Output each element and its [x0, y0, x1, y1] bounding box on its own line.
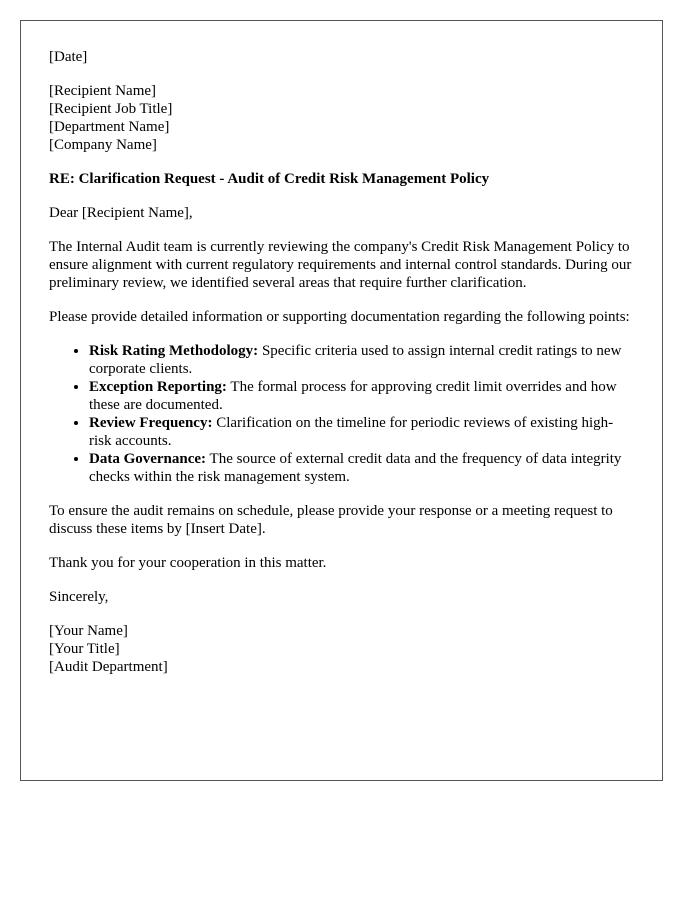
point-text: The formal process for approving credit limit overrides and how these are documented. [89, 379, 617, 413]
recipient-job-title: [Recipient Job Title] [49, 101, 173, 117]
date: [Date] [49, 49, 88, 65]
point-text: The source of external credit data and the frequency of data integrity checks within the risk management system. [89, 451, 622, 485]
point-title: Exception Reporting: [89, 379, 227, 395]
department-name: [Department Name] [49, 119, 170, 135]
recipient-block [49, 82, 634, 154]
point-text: Clarification on the timeline for periodic reviews of existing high-risk accounts. [89, 415, 614, 449]
your-title: [Your Title] [49, 641, 120, 657]
point-title: Data Governance: [89, 451, 207, 467]
list-item [89, 378, 634, 414]
closing: Sincerely, [49, 589, 109, 605]
intro-paragraph: The Internal Audit team is currently reviewing the company's Credit Risk Management Policy to ensure alignment with current regulatory requirements and internal control standards. During our preliminary review, we identified several areas that require further clarification. [49, 239, 632, 291]
point-text: Specific criteria used to assign internal credit ratings to new corporate clients. [89, 343, 622, 377]
audit-department: [Audit Department] [49, 659, 168, 675]
company-name: [Company Name] [49, 137, 157, 153]
thanks-paragraph: Thank you for your cooperation in this matter. [49, 555, 327, 571]
request-paragraph: Please provide detailed information or supporting documentation regarding the following points: [49, 309, 630, 325]
list-item [89, 450, 634, 486]
salutation: Dear [Recipient Name], [49, 205, 193, 221]
list-item [89, 342, 634, 378]
signature-block [49, 622, 634, 676]
subject-line: RE: Clarification Request - Audit of Credit Risk Management Policy [49, 171, 490, 187]
point-title: Risk Rating Methodology: [89, 343, 259, 359]
deadline-paragraph: To ensure the audit remains on schedule, please provide your response or a meeting request to discuss these items by [Insert Date]. [49, 503, 613, 537]
letter [20, 20, 663, 781]
point-title: Review Frequency: [89, 415, 213, 431]
points-list [49, 342, 634, 486]
list-item [89, 414, 634, 450]
your-name: [Your Name] [49, 623, 128, 639]
recipient-name: [Recipient Name] [49, 83, 157, 99]
